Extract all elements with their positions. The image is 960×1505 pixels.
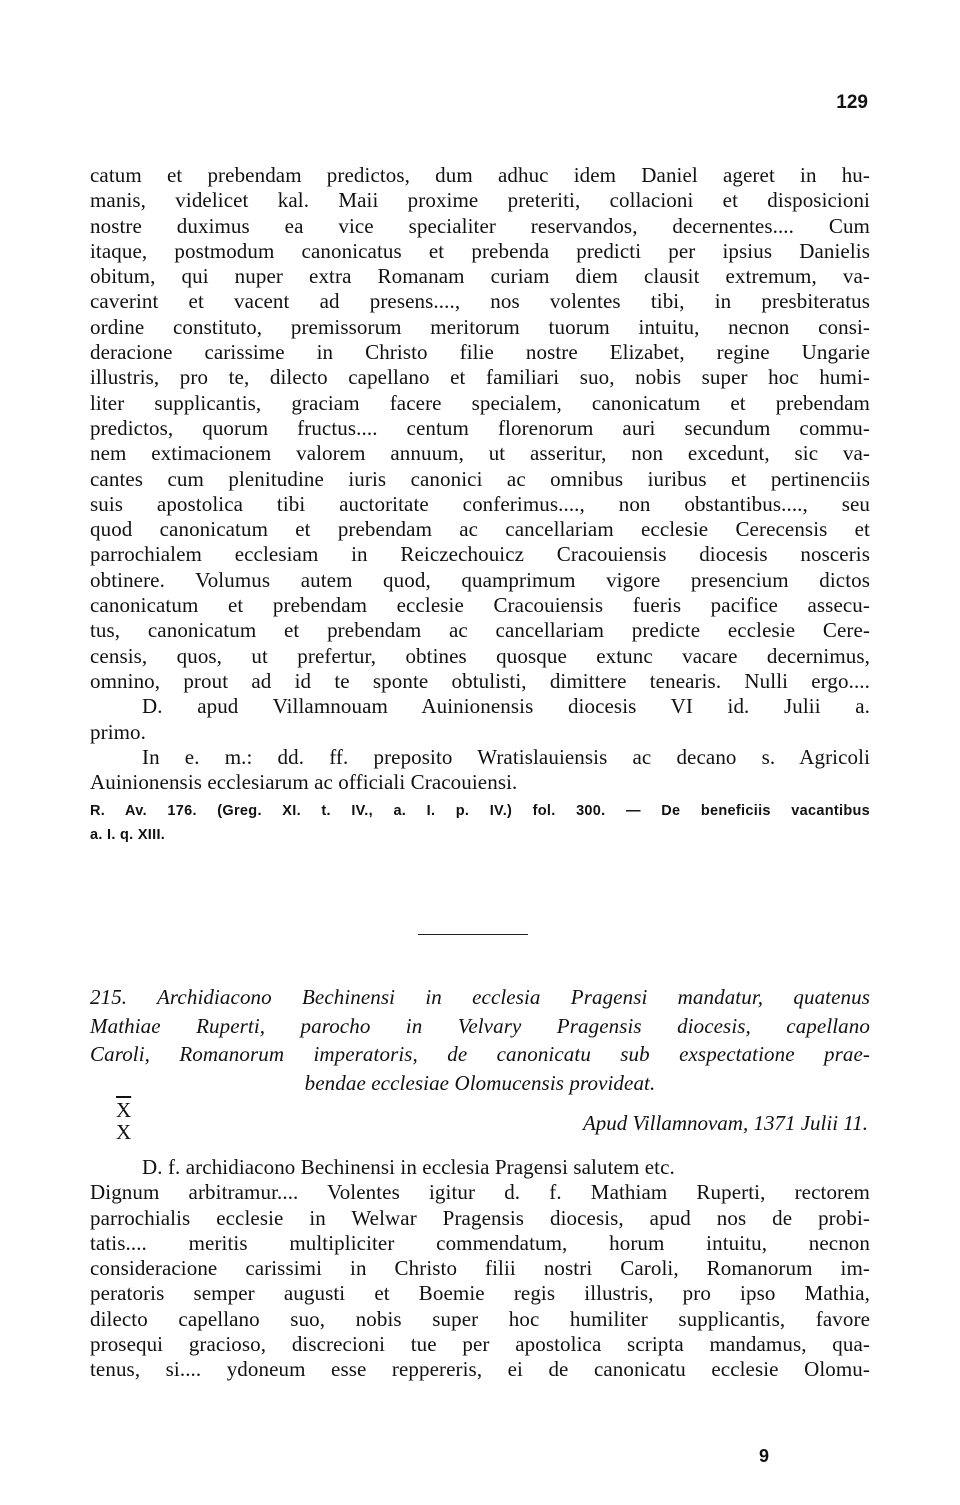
place-date: Apud Villamnovam, 1371 Julii 11. — [582, 1111, 868, 1135]
text-line: Dignum arbitramur.... Volentes igitur d. f. Mathiam Ruperti, rectorem — [90, 1180, 870, 1205]
fraction-bottom: X — [116, 1120, 132, 1144]
text-line: prosequi gracioso, discrecioni tue per apostolica scripta mandamus, qua- — [90, 1332, 870, 1357]
text-line: catum et prebendam predictos, dum adhuc idem Daniel ageret in hu- — [90, 163, 870, 187]
text-line: nem extimacionem valorem annuum, ut asseritur, non excedunt, sic va- — [90, 441, 870, 466]
text-line: tenus, si.... ydoneum esse reppereris, ei de canonicatu ecclesie Olomu- — [90, 1357, 870, 1382]
text-line: obitum, qui nuper extra Romanam curiam diem clausit extremum, va- — [90, 264, 870, 289]
text-line: illustris, pro te, dilecto capellano et familiari suo, nobis super hoc humi- — [90, 365, 870, 390]
document-heading — [90, 983, 870, 1097]
heading-line: bendae ecclesiae Olomucensis provideat. — [304, 1070, 656, 1095]
text-line: ordine constituto, premissorum meritorum tuorum intuitu, necnon consi- — [90, 314, 870, 339]
fraction-mark — [116, 1099, 131, 1143]
text-line: consideracione carissimi in Christo filii nostri Caroli, Romanorum im- — [90, 1256, 870, 1281]
fraction-top: $\overline{X}$ — [116, 1098, 132, 1122]
text-line: caverint et vacent ad presens...., nos volentes tibi, in presbiteratus — [90, 289, 870, 314]
text-line: suis apostolica tibi auctoritate conferimus...., non obstantibus...., seu — [90, 491, 870, 516]
text-line: liter supplicantis, graciam facere specialem, canonicatum et prebendam — [90, 390, 870, 415]
text-line: dilecto capellano suo, nobis super hoc humiliter supplicantis, favore — [90, 1306, 870, 1331]
text-line: quod canonicatum et prebendam ac cancellariam ecclesie Cerecensis et — [90, 517, 870, 542]
dateline — [110, 1099, 870, 1149]
signature-number: 9 — [759, 1446, 770, 1466]
paragraph-continuation — [90, 163, 870, 847]
text-line: predictos, quorum fructus.... centum florenorum auri secundum commu- — [90, 415, 870, 440]
paragraph-document-215 — [90, 1155, 870, 1383]
heading-line: Caroli, Romanorum imperatoris, de canonicatu sub exspectatione prae- — [90, 1042, 870, 1066]
text-line: parrochialem ecclesiam in Reiczechouicz Cracouiensis diocesis nosceris — [90, 542, 870, 567]
text-line: deracione carissime in Christo filie nostre Elizabet, regine Ungarie — [90, 340, 870, 365]
text-line: omnino, prout ad id te sponte obtulisti, dimittere tenearis. Nulli ergo.... — [90, 668, 870, 693]
text-line: D. f. archidiacono Bechinensi in ecclesia Pragensi salutem etc. — [142, 1155, 675, 1179]
text-line: tatis.... meritis multipliciter commendatum, horum intuitu, necnon — [90, 1230, 870, 1255]
page-number: 129 — [836, 92, 868, 113]
text-line: manis, videlicet kal. Maii proxime preteriti, collacioni et disposicioni — [90, 188, 870, 213]
text-line: canonicatum et prebendam ecclesie Cracouiensis fueris pacifice assecu- — [90, 593, 870, 618]
text-line: cantes cum plenitudine iuris canonici ac omnibus iuribus et pertinenciis — [90, 466, 870, 491]
text-line: tus, canonicatum et prebendam ac cancellariam predicte ecclesie Cere- — [90, 618, 870, 643]
section-divider — [418, 934, 528, 935]
text-line: peratoris semper augusti et Boemie regis illustris, pro ipso Mathia, — [90, 1281, 870, 1306]
dated-line: D. apud Villamnouam Auinionensis diocesis VI id. Julii a. — [142, 694, 870, 719]
heading-line: 215. Archidiacono Bechinensi in ecclesia Pragensi mandatur, quatenus — [90, 985, 870, 1009]
heading-line: Mathiae Ruperti, parocho in Velvary Pragensis diocesis, capellano — [90, 1013, 870, 1038]
text-line: obtinere. Volumus autem quod, quamprimum vigore presencium dictos — [90, 567, 870, 592]
source-citation: R. Av. 176. (Greg. XI. t. IV., a. I. p. IV.) fol. 300. — De beneficiis vacantibus — [90, 803, 870, 820]
text-line: itaque, postmodum canonicatus et prebenda predicti per ipsius Danielis — [90, 238, 870, 263]
dated-line: primo. — [90, 719, 147, 744]
executors-line: In e. m.: dd. ff. preposito Wratislauiensis ac decano s. Agricoli — [142, 744, 870, 769]
text-line: nostre duximus ea vice specialiter reservandos, decernentes.... Cum — [90, 213, 870, 238]
text-line: parrochialis ecclesie in Welwar Pragensis diocesis, apud nos de probi- — [90, 1205, 870, 1230]
text-line: censis, quos, ut prefertur, obtines quosque extunc vacare decernimus, — [90, 643, 870, 668]
executors-line: Auinionensis ecclesiarum ac officiali Cracouiensi. — [90, 770, 518, 795]
source-citation: a. I. q. XIII. — [90, 827, 166, 844]
